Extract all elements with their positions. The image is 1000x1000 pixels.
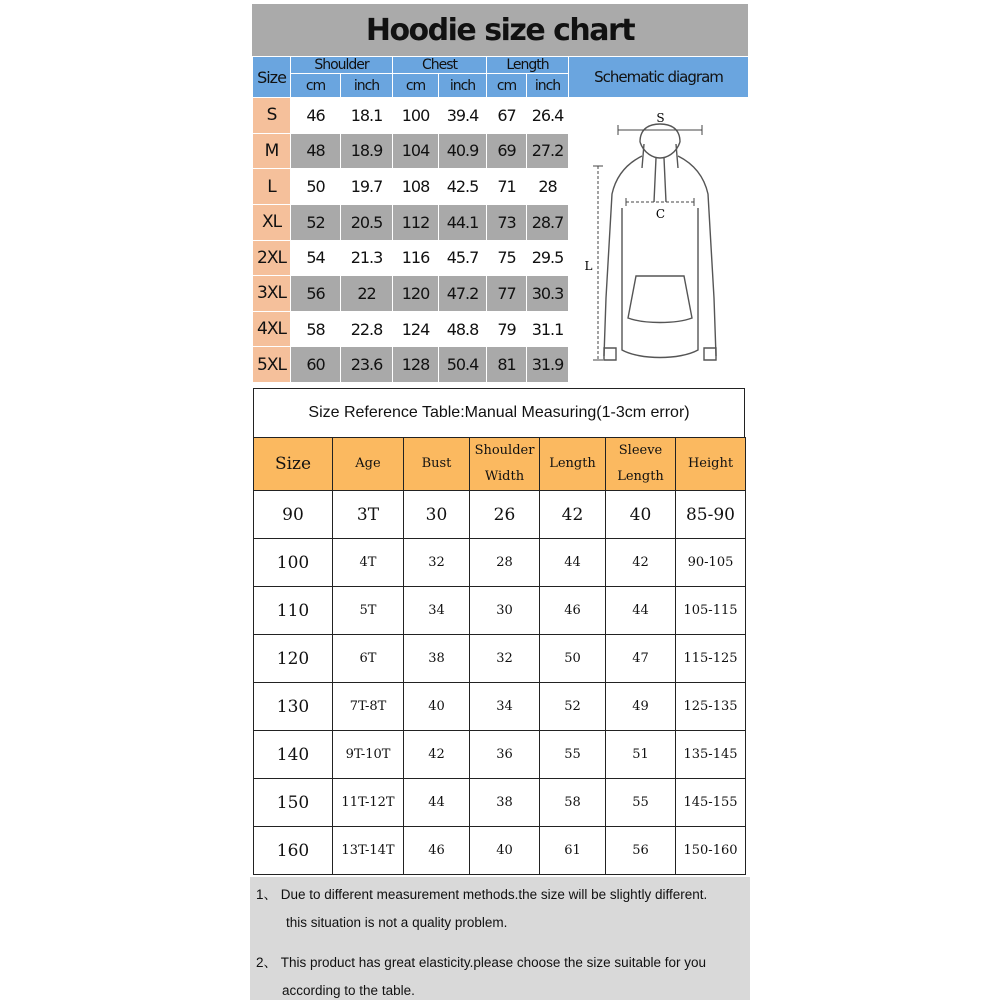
- header-bust: Bust: [404, 438, 470, 491]
- size-label: 5XL: [253, 347, 291, 383]
- unit-header: cm: [487, 74, 527, 98]
- table-cell: 42: [404, 731, 470, 779]
- table-cell: 77: [487, 276, 527, 312]
- unit-header: inch: [341, 74, 393, 98]
- table-cell: 28: [527, 169, 569, 205]
- table-cell: 38: [470, 779, 540, 827]
- hoodie-schematic-diagram: [570, 98, 748, 378]
- table-cell: 100: [393, 98, 439, 134]
- table-cell: 104: [393, 133, 439, 169]
- header-sleeve-line1: Sleeve: [618, 443, 663, 458]
- unit-header: inch: [527, 74, 569, 98]
- page-title: Hoodie size chart: [252, 4, 748, 56]
- table-cell: 150-160: [676, 827, 746, 875]
- table-cell: 58: [540, 779, 606, 827]
- table-cell: 46: [291, 98, 341, 134]
- table-cell: 40.9: [439, 133, 487, 169]
- table-cell: 20.5: [341, 204, 393, 240]
- size-label: 3XL: [253, 276, 291, 312]
- hoodie-size-table: [252, 56, 749, 383]
- table-row: [254, 827, 746, 875]
- table-cell: 58: [291, 311, 341, 347]
- table-cell: 120: [393, 276, 439, 312]
- table-cell: 47: [606, 635, 676, 683]
- table-cell: 135-145: [676, 731, 746, 779]
- table-cell: 21.3: [341, 240, 393, 276]
- table-cell: 45.7: [439, 240, 487, 276]
- table-cell: 48.8: [439, 311, 487, 347]
- table-cell: 18.9: [341, 133, 393, 169]
- table-cell: 30: [404, 491, 470, 539]
- header-age: Age: [333, 438, 404, 491]
- table-cell: 40: [606, 491, 676, 539]
- table-cell: 69: [487, 133, 527, 169]
- table-cell: 9T-10T: [333, 731, 404, 779]
- table-cell: 46: [540, 587, 606, 635]
- header-shoulder-width: [470, 438, 540, 491]
- table-cell: 52: [540, 683, 606, 731]
- diagram-label-s: S: [655, 111, 664, 125]
- table-cell: 100: [254, 539, 333, 587]
- table-row: [254, 731, 746, 779]
- reference-table-title: Size Reference Table:Manual Measuring(1-3cm error): [253, 388, 745, 437]
- table-row: [254, 587, 746, 635]
- table-cell: 26.4: [527, 98, 569, 134]
- unit-header: cm: [291, 74, 341, 98]
- table-row: [254, 491, 746, 539]
- table-cell: 38: [404, 635, 470, 683]
- table-cell: 81: [487, 347, 527, 383]
- table-cell: 112: [393, 204, 439, 240]
- table-cell: 47.2: [439, 276, 487, 312]
- length-header: Length: [487, 57, 569, 74]
- table-cell: 4T: [333, 539, 404, 587]
- table-cell: 5T: [333, 587, 404, 635]
- size-label: S: [253, 98, 291, 134]
- table-cell: 56: [291, 276, 341, 312]
- size-label: XL: [253, 204, 291, 240]
- note-2-continued: according to the table.: [282, 983, 415, 998]
- table-cell: 31.9: [527, 347, 569, 383]
- table-cell: 55: [606, 779, 676, 827]
- table-cell: 44.1: [439, 204, 487, 240]
- table-cell: 50: [291, 169, 341, 205]
- table-cell: 31.1: [527, 311, 569, 347]
- table-cell: 29.5: [527, 240, 569, 276]
- table-cell: 145-155: [676, 779, 746, 827]
- size-label: M: [253, 133, 291, 169]
- table-cell: 3T: [333, 491, 404, 539]
- table-cell: 67: [487, 98, 527, 134]
- size-label: L: [253, 169, 291, 205]
- header-size: Size: [254, 438, 333, 491]
- table-cell: 27.2: [527, 133, 569, 169]
- table-cell: 30.3: [527, 276, 569, 312]
- table-cell: 23.6: [341, 347, 393, 383]
- table-cell: 26: [470, 491, 540, 539]
- table-row: [254, 635, 746, 683]
- table-cell: 54: [291, 240, 341, 276]
- table-cell: 71: [487, 169, 527, 205]
- table-cell: 60: [291, 347, 341, 383]
- size-column-header: Size: [253, 57, 291, 98]
- table-cell: 44: [540, 539, 606, 587]
- table-row: [254, 539, 746, 587]
- table-cell: 32: [470, 635, 540, 683]
- table-cell: 32: [404, 539, 470, 587]
- table-cell: 22.8: [341, 311, 393, 347]
- size-reference-table: [253, 437, 746, 875]
- table-row: [254, 683, 746, 731]
- table-cell: 56: [606, 827, 676, 875]
- table-cell: 150: [254, 779, 333, 827]
- table-cell: 110: [254, 587, 333, 635]
- table-cell: 49: [606, 683, 676, 731]
- table-cell: 18.1: [341, 98, 393, 134]
- diagram-label-c: C: [655, 207, 664, 221]
- unit-header: cm: [393, 74, 439, 98]
- table-cell: 6T: [333, 635, 404, 683]
- table-cell: 39.4: [439, 98, 487, 134]
- table-cell: 90-105: [676, 539, 746, 587]
- table-cell: 120: [254, 635, 333, 683]
- note-1: 1、 Due to different measurement methods.the size will be slightly different.: [256, 887, 708, 902]
- diagram-label-l: L: [584, 259, 591, 273]
- schematic-header: Schematic diagram: [569, 57, 749, 98]
- table-cell: 42: [540, 491, 606, 539]
- table-cell: 125-135: [676, 683, 746, 731]
- size-label: 2XL: [253, 240, 291, 276]
- table-cell: 108: [393, 169, 439, 205]
- table-cell: 34: [470, 683, 540, 731]
- table-cell: 52: [291, 204, 341, 240]
- table-cell: 48: [291, 133, 341, 169]
- table-cell: 130: [254, 683, 333, 731]
- table-cell: 13T-14T: [333, 827, 404, 875]
- table-cell: 124: [393, 311, 439, 347]
- size-label: 4XL: [253, 311, 291, 347]
- table-cell: 51: [606, 731, 676, 779]
- table-cell: 50.4: [439, 347, 487, 383]
- table-cell: 73: [487, 204, 527, 240]
- table-cell: 55: [540, 731, 606, 779]
- table-cell: 22: [341, 276, 393, 312]
- schematic-diagram-cell: [569, 98, 749, 383]
- table-cell: 79: [487, 311, 527, 347]
- table-cell: 44: [606, 587, 676, 635]
- chest-header: Chest: [393, 57, 487, 74]
- table-cell: 40: [470, 827, 540, 875]
- table-cell: 61: [540, 827, 606, 875]
- table-cell: 85-90: [676, 491, 746, 539]
- header-sleeve-line2: Length: [617, 469, 664, 484]
- header-shoulder-line2: Width: [484, 469, 525, 484]
- table-cell: 75: [487, 240, 527, 276]
- table-cell: 128: [393, 347, 439, 383]
- table-cell: 36: [470, 731, 540, 779]
- table-cell: 90: [254, 491, 333, 539]
- header-height: Height: [676, 438, 746, 491]
- table-cell: 44: [404, 779, 470, 827]
- table-row: [253, 98, 749, 134]
- note-1-continued: this situation is not a quality problem.: [286, 915, 508, 930]
- note-2: 2、 This product has great elasticity.please choose the size suitable for you: [256, 955, 706, 970]
- unit-header: inch: [439, 74, 487, 98]
- table-cell: 116: [393, 240, 439, 276]
- table-cell: 42: [606, 539, 676, 587]
- table-cell: 19.7: [341, 169, 393, 205]
- header-sleeve-length: [606, 438, 676, 491]
- table-cell: 11T-12T: [333, 779, 404, 827]
- shoulder-header: Shoulder: [291, 57, 393, 74]
- table-cell: 50: [540, 635, 606, 683]
- hoodie-size-rows: [253, 98, 749, 383]
- table-cell: 7T-8T: [333, 683, 404, 731]
- table-cell: 34: [404, 587, 470, 635]
- table-cell: 46: [404, 827, 470, 875]
- header-length: Length: [540, 438, 606, 491]
- table-cell: 115-125: [676, 635, 746, 683]
- table-cell: 105-115: [676, 587, 746, 635]
- header-shoulder-line1: Shoulder: [474, 443, 535, 458]
- table-cell: 40: [404, 683, 470, 731]
- table-row: [254, 779, 746, 827]
- table-cell: 42.5: [439, 169, 487, 205]
- table-cell: 28.7: [527, 204, 569, 240]
- notes-section: [250, 877, 750, 1000]
- table-cell: 30: [470, 587, 540, 635]
- table-cell: 140: [254, 731, 333, 779]
- table-cell: 28: [470, 539, 540, 587]
- table-cell: 160: [254, 827, 333, 875]
